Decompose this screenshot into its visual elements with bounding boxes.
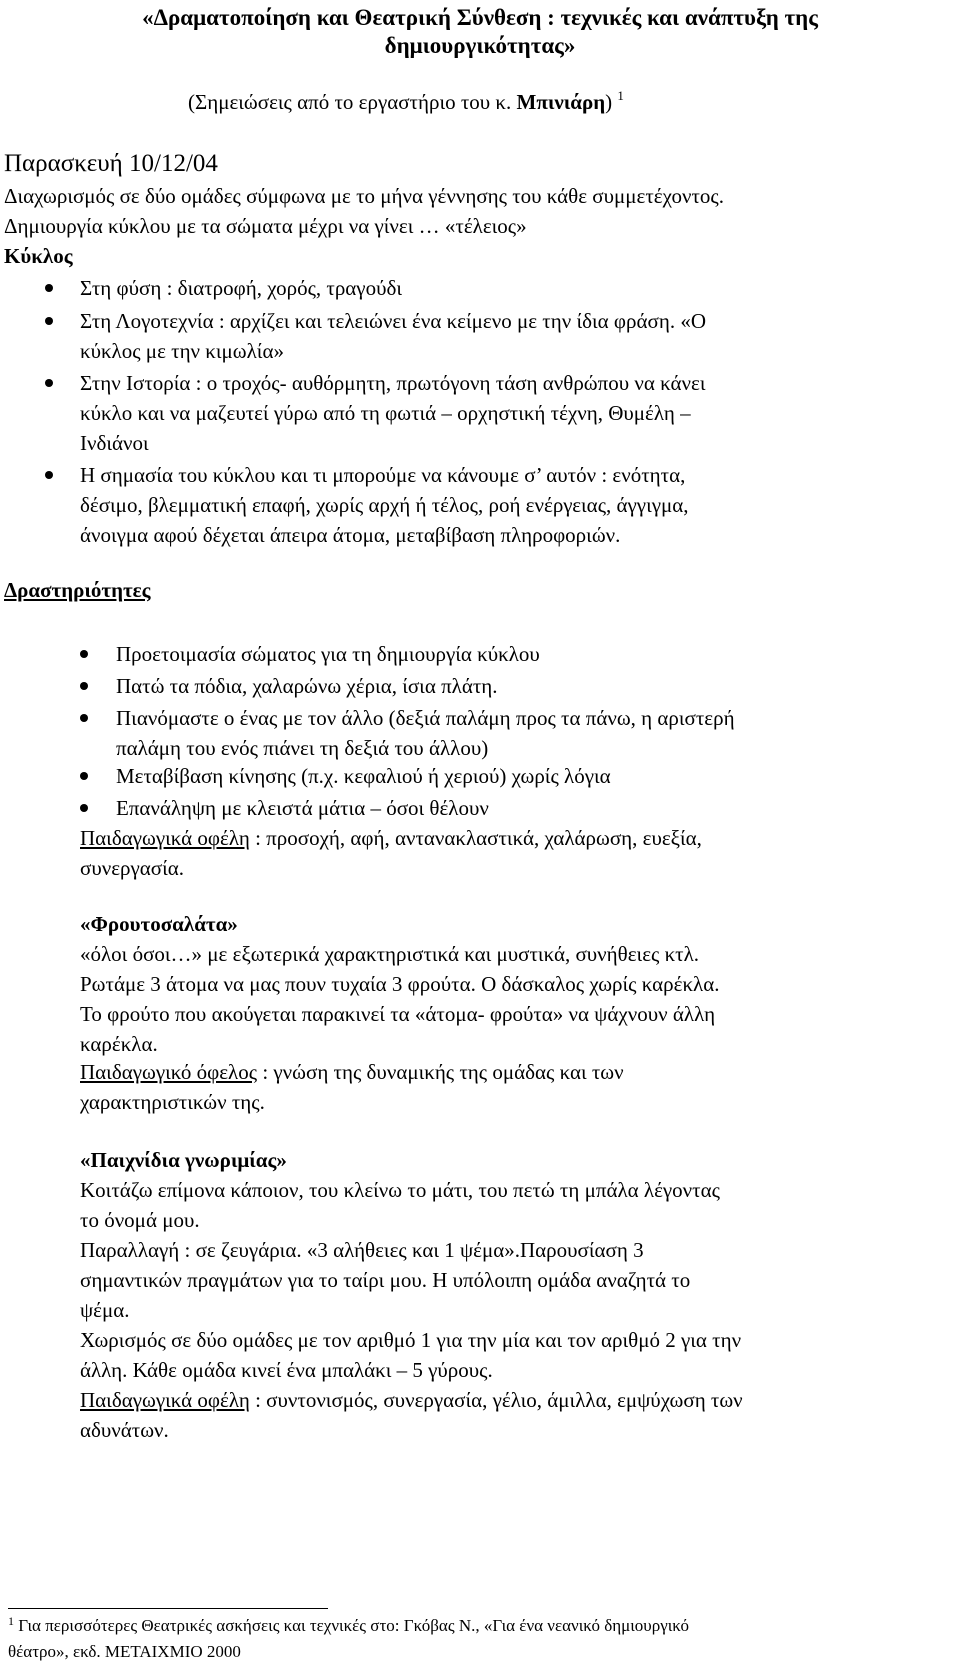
instructor-name: Μπινιάρη (516, 90, 606, 114)
session-line-2: Δημιουργία κύκλου με τα σώματα μέχρι να γίνει … «τέλειος» (4, 214, 527, 238)
games-line-6: Χωρισμός σε δύο ομάδες με τον αριθμό 1 για την μία και τον αριθμό 2 για την (80, 1328, 742, 1352)
bullet-icon (45, 284, 53, 292)
notes-prefix: (Σημειώσεις από το εργαστήριο του κ. (188, 90, 517, 114)
fruit-benefit (80, 1058, 624, 1086)
session-line-1: Διαχωρισμός σε δύο ομάδες σύμφωνα με το μήνα γέννησης του κάθε συμμετέχοντος. (4, 184, 724, 208)
activity-item-2: Πατώ τα πόδια, χαλαρώνω χέρια, ίσια πλάτη. (116, 674, 498, 698)
bullet-icon (80, 714, 88, 722)
activity-item-3-line-2: παλάμη του ενός πιάνει τη δεξιά του άλλου) (116, 736, 489, 760)
kyklos-item-1: Στη φύση : διατροφή, χορός, τραγούδι (80, 276, 403, 300)
activity-item-5: Επανάληψη με κλειστά μάτια – όσοι θέλουν (116, 796, 489, 820)
activity-item-1: Προετοιμασία σώματος για τη δημιουργία κύκλου (116, 642, 540, 666)
bullet-icon (80, 650, 88, 658)
section-heading-games: «Παιχνίδια γνωριμίας» (80, 1148, 287, 1172)
footnote-line-1 (8, 1614, 689, 1639)
activity-item-3-line-1: Πιανόμαστε ο ένας με τον άλλο (δεξιά παλάμη προς τα πάνω, η αριστερή (116, 706, 735, 730)
fruit-line-3: Το φρούτο που ακούγεται παρακινεί τα «άτομα- φρούτα» να ψάχνουν άλλη (80, 1002, 716, 1026)
games-benefits-cont: αδυνάτων. (80, 1418, 169, 1442)
section-heading-kyklos: Κύκλος (4, 244, 73, 268)
games-line-1: Κοιτάζω επίμονα κάποιον, του κλείνω το μάτι, του πετώ τη μπάλα λέγοντας (80, 1178, 720, 1202)
kyklos-item-3-line-3: Ινδιάνοι (80, 431, 149, 455)
games-line-5: ψέμα. (80, 1298, 130, 1322)
footnote-line-2: θέατρο», εκδ. ΜΕΤΑΙΧΜΙΟ 2000 (8, 1642, 241, 1661)
benefits-text: : συντονισμός, συνεργασία, γέλιο, άμιλλα, εμψύχωση των (249, 1388, 743, 1412)
benefits-text: : προσοχή, αφή, αντανακλαστικά, χαλάρωση, ευεξία, (249, 826, 702, 850)
activity-item-4: Μεταβίβαση κίνησης (π.χ. κεφαλιού ή χεριού) χωρίς λόγια (116, 764, 611, 788)
benefits-label: Παιδαγωγικά οφέλη (80, 826, 250, 850)
fruit-line-2: Ρωτάμε 3 άτομα να μας πουν τυχαία 3 φρούτα. Ο δάσκαλος χωρίς καρέκλα. (80, 972, 720, 996)
games-line-4: σημαντικών πραγμάτων για το ταίρι μου. Η υπόλοιπη ομάδα αναζητά το (80, 1268, 691, 1292)
games-line-7: άλλη. Κάθε ομάδα κινεί ένα μπαλάκι – 5 γύρους. (80, 1358, 493, 1382)
kyklos-item-4-line-2: δέσιμο, βλεμματική επαφή, χωρίς αρχή ή τέλος, ροή ενέργειας, άγγιγμα, (80, 493, 689, 517)
fruit-benefit-cont: χαρακτηριστικών της. (80, 1090, 265, 1114)
document-title-line2: δημιουργικότητας» (384, 33, 576, 58)
games-benefits (80, 1386, 743, 1414)
notes-suffix: ) (605, 90, 613, 114)
fruit-line-4: καρέκλα. (80, 1032, 158, 1056)
games-line-3: Παραλλαγή : σε ζευγάρια. «3 αλήθειες και 1 ψέμα».Παρουσίαση 3 (80, 1238, 644, 1262)
kyklos-item-4-line-1: Η σημασία του κύκλου και τι μπορούμε να κάνουμε σ’ αυτόν : ενότητα, (80, 463, 686, 487)
kyklos-item-4-line-3: άνοιγμα αφού δέχεται άπειρα άτομα, μεταβίβαση πληροφοριών. (80, 523, 621, 547)
footnote-divider (8, 1608, 328, 1609)
bullet-icon (80, 804, 88, 812)
kyklos-item-2-line-2: κύκλος με την κιμωλία» (80, 339, 284, 363)
kyklos-item-3-line-1 (80, 369, 900, 397)
kyklos-item-3-line-2: κύκλο και να μαζευτεί γύρω από τη φωτιά – ορχηστική τέχνη, Θυμέλη – (80, 401, 691, 425)
section-heading-fruit-salad: «Φρουτοσαλάτα» (80, 912, 238, 936)
kyklos-item-3-text: Στην Ιστορία : ο τροχός- αυθόρμητη, πρωτόγονη τάση ανθρώπου να κάνει (80, 371, 706, 395)
games-line-2: το όνομά μου. (80, 1208, 200, 1232)
kyklos-item-2-line-1: Στη Λογοτεχνία : αρχίζει και τελειώνει ένα κείμενο με την ίδια φράση. «Ο (80, 309, 706, 333)
session-date: Παρασκευή 10/12/04 (4, 150, 218, 177)
bullet-icon (45, 317, 53, 325)
bullet-icon (45, 471, 53, 479)
bullet-icon (80, 682, 88, 690)
activities-benefits-cont: συνεργασία. (80, 856, 185, 880)
benefit-text: : γνώση της δυναμικής της ομάδας και των (257, 1060, 624, 1084)
bullet-icon (80, 772, 88, 780)
workshop-notes-line (188, 88, 624, 119)
benefit-label: Παιδαγωγικό όφελος (80, 1060, 258, 1084)
activities-benefits (80, 824, 702, 852)
section-heading-activities: Δραστηριότητες (4, 578, 151, 602)
fruit-line-1: «όλοι όσοι…» με εξωτερικά χαρακτηριστικά και μυστικά, συνήθειες κτλ. (80, 942, 700, 966)
document-title-line1: «Δραματοποίηση και Θεατρική Σύνθεση : τεχνικές και ανάπτυξη της (142, 5, 818, 30)
footnote-text: Για περισσότερες Θεατρικές ασκήσεις και τεχνικές στο: Γκόβας Ν., «Για ένα νεανικό δημιουργικό (14, 1616, 689, 1635)
footnote-mark: 1 (8, 1614, 14, 1628)
bullet-icon (45, 379, 53, 387)
benefits-label: Παιδαγωγικά οφέλη (80, 1388, 250, 1412)
footnote-reference: 1 (617, 88, 624, 103)
